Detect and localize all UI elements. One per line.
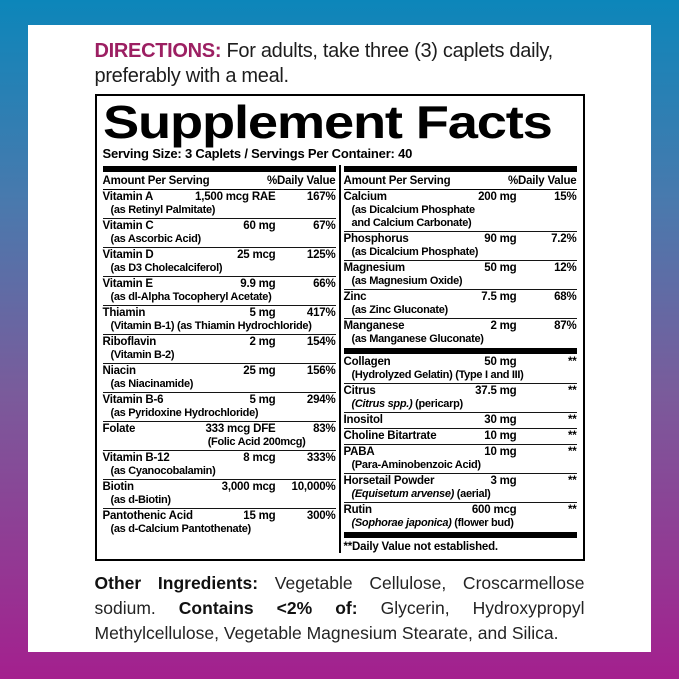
nutrient-name: Vitamin B-12 [102,452,170,464]
nutrient-latin-name: (Sophorae japonica) [351,517,452,529]
nutrient-daily-value: 66% [313,278,336,290]
nutrient-source: (as Pyridoxine Hydrochloride) [110,407,259,419]
nutrient-source: (as Dicalcium Phosphate) [351,246,479,258]
nutrient-daily-value: ** [567,475,577,487]
nutrient-main-line [344,385,577,398]
other-ingredients-label: Other Ingredients: [94,573,259,593]
column-left [103,165,336,553]
nutrient-name: Vitamin A [102,191,154,203]
nutrient-row [103,479,336,508]
amount-per-serving-header: Amount Per Serving [343,175,451,187]
nutrient-main-line [344,504,577,517]
nutrient-source: (Para-Aminobenzoic Acid) [351,459,481,471]
nutrient-main-line [103,249,336,262]
nutrient-name: Vitamin C [102,220,154,232]
nutrient-daily-value: ** [567,430,577,442]
nutrient-latin-name: (Equisetum arvense) [351,488,455,500]
nutrient-source: (as dl-Alpha Tocopheryl Acetate) [110,291,272,303]
nutrient-main-line [344,430,577,443]
nutrient-daily-value: 167% [306,191,336,203]
nutrient-name: Calcium [343,191,387,203]
nutrient-source: (as Dicalcium Phosphate [351,204,475,216]
nutrient-row [344,355,577,383]
nutrient-amount: 50 mg [484,356,517,368]
other-ingredients [95,571,585,646]
nutrient-main-line [344,291,577,304]
directions-text [95,39,585,89]
nutrient-name: Citrus [343,385,376,397]
nutrient-amount: 10 mg [484,430,517,442]
nutrient-name: PABA [343,446,375,458]
nutrient-daily-value: 68% [554,291,577,303]
nutrient-source: (as d-Calcium Pantothenate) [110,523,251,535]
nutrient-name: Thiamin [102,307,146,319]
nutrient-name: Zinc [343,291,367,303]
nutrient-name: Choline Bitartrate [343,430,437,442]
nutrient-source: and Calcium Carbonate) [351,217,472,229]
nutrient-daily-value: 10,000% [291,481,336,493]
nutrient-row [103,508,336,537]
nutrient-main-line [103,452,336,465]
nutrient-source: (Equisetum arvense) (aerial) [351,488,491,500]
nutrient-amount: 10 mg [484,446,517,458]
other-ingredients-text-2: Glycerin, Hydroxypropyl Methylcellulose, Vegetable Magnesium Stearate, and Silica. [94,598,585,643]
nutrient-row [344,473,577,502]
nutrient-row [103,190,336,218]
nutrient-daily-value: 7.2% [551,233,577,245]
nutrient-daily-value: ** [567,504,577,516]
section-divider-bar [344,348,577,354]
nutrient-row [103,247,336,276]
nutrient-main-line [103,510,336,523]
nutrient-main-line [344,233,577,246]
column-divider [339,165,341,553]
nutrient-amount: 5 mg [249,307,276,319]
nutrient-latin-name: (Citrus spp.) [351,398,413,410]
nutrient-name: Manganese [343,320,405,332]
nutrient-source: (as Retinyl Palmitate) [110,204,216,216]
nutrient-daily-value: 156% [306,365,336,377]
nutrient-source: (Citrus spp.) (pericarp) [351,398,463,410]
nutrient-row [103,363,336,392]
nutrient-row [344,428,577,444]
label-content [95,25,585,646]
nutrient-name: Vitamin D [102,249,154,261]
nutrient-name: Vitamin E [102,278,153,290]
nutrient-row [344,383,577,412]
nutrient-name: Rutin [343,504,372,516]
nutrient-source: (Vitamin B-1) (as Thiamin Hydrochloride) [110,320,312,332]
contains-label: Contains <2% of: [178,598,358,618]
nutrient-row [344,502,577,531]
column-header-left [103,173,336,190]
nutrient-daily-value: 294% [306,394,336,406]
nutrient-name: Magnesium [343,262,405,274]
nutrient-source: (as d-Biotin) [110,494,171,506]
nutrient-main-line [344,446,577,459]
nutrient-daily-value: 417% [306,307,336,319]
nutrient-source: (Vitamin B-2) [110,349,175,361]
other-ingredients-text-1: Vegetable Cellulose, Croscarmellose sodium. [94,573,585,618]
nutrient-row [344,444,577,473]
nutrient-source: (as Niacinamide) [110,378,194,390]
section-divider-bar [344,532,577,538]
nutrient-main-line [344,475,577,488]
nutrient-source: (Hydrolyzed Gelatin) (Type I and III) [351,369,524,381]
nutrient-name: Inositol [343,414,383,426]
nutrient-main-line [103,336,336,349]
nutrient-main-line [344,320,577,333]
nutrient-daily-value: 15% [554,191,577,203]
directions-body: For adults, take three (3) caplets daily, preferably with a meal. [94,40,553,87]
nutrient-amount: 333 mcg DFE [205,423,276,435]
daily-value-header: %Daily Value [266,175,336,187]
serving-size-line: Serving Size: 3 Caplets / Servings Per Container: 40 [102,146,413,161]
nutrient-row [103,305,336,334]
nutrient-row [103,334,336,363]
nutrient-row [103,450,336,479]
nutrient-amount: 3 mg [490,475,517,487]
nutrient-source: (as Manganese Gluconate) [351,333,484,345]
header-bar-right [344,166,577,172]
nutrient-daily-value: 83% [313,423,336,435]
nutrient-amount: 5 mg [249,394,276,406]
nutrient-main-line [103,220,336,233]
nutrient-daily-value: ** [567,356,577,368]
nutrient-name: Pantothenic Acid [102,510,193,522]
nutrient-row [344,190,577,231]
nutrient-source: (as Zinc Gluconate) [351,304,448,316]
nutrient-amount: 8 mcg [243,452,276,464]
nutrient-main-line [344,191,577,204]
nutrient-main-line [103,191,336,204]
nutrient-row [344,412,577,428]
nutrient-main-line [103,278,336,291]
nutrient-name: Riboflavin [102,336,157,348]
nutrient-amount: 25 mg [243,365,276,377]
nutrient-amount: 1,500 mcg RAE [195,191,276,203]
nutrient-amount: 25 mcg [237,249,276,261]
nutrient-source: (as Magnesium Oxide) [351,275,463,287]
nutrient-rows-right [344,190,577,539]
nutrient-daily-value: ** [567,446,577,458]
directions-label: DIRECTIONS: [94,40,222,62]
nutrient-daily-value: 154% [306,336,336,348]
nutrient-daily-value: 67% [313,220,336,232]
nutrient-row [344,289,577,318]
nutrient-row [103,276,336,305]
nutrient-name: Folate [102,423,136,435]
nutrient-name: Niacin [102,365,136,377]
nutrient-amount: 37.5 mg [475,385,517,397]
nutrient-daily-value: 333% [306,452,336,464]
nutrient-daily-value: ** [567,414,577,426]
nutrient-amount: 7.5 mg [481,291,517,303]
nutrient-row [344,318,577,347]
nutrient-daily-value: ** [567,385,577,397]
nutrient-name: Phosphorus [343,233,409,245]
nutrient-main-line [344,262,577,275]
nutrient-row [103,421,336,450]
nutrient-name: Horsetail Powder [343,475,435,487]
nutrient-name: Vitamin B-6 [102,394,164,406]
nutrient-row [344,260,577,289]
supplement-facts-title: Supplement Facts [102,96,552,148]
nutrient-name: Biotin [102,481,134,493]
nutrient-amount: 30 mg [484,414,517,426]
nutrient-source: (Sophorae japonica) (flower bud) [351,517,514,529]
nutrient-main-line [103,365,336,378]
nutrient-source: (Folic Acid 200mcg) [207,436,306,448]
nutrient-amount: 9.9 mg [240,278,276,290]
nutrient-main-line [103,394,336,407]
nutrient-row [103,218,336,247]
nutrient-amount: 90 mg [484,233,517,245]
label-panel [28,25,651,652]
nutrient-amount: 60 mg [243,220,276,232]
nutrient-amount: 600 mcg [471,504,517,516]
nutrient-main-line [344,414,577,427]
header-bar-left [103,166,336,172]
nutrient-main-line [103,481,336,494]
facts-columns [103,165,577,553]
nutrient-amount: 15 mg [243,510,276,522]
nutrient-main-line [103,307,336,320]
nutrient-amount: 200 mg [478,191,517,203]
nutrient-daily-value: 125% [306,249,336,261]
daily-value-header: %Daily Value [507,175,577,187]
nutrient-amount: 50 mg [484,262,517,274]
amount-per-serving-header: Amount Per Serving [102,175,210,187]
nutrient-row [344,231,577,260]
nutrient-rows-left [103,190,336,537]
nutrient-source: (as Cyanocobalamin) [110,465,216,477]
nutrient-amount: 2 mg [249,336,276,348]
daily-value-footnote: **Daily Value not established. [343,541,498,553]
column-header-right [344,173,577,190]
nutrient-source: (as Ascorbic Acid) [110,233,201,245]
nutrient-row [103,392,336,421]
nutrient-daily-value: 12% [554,262,577,274]
supplement-facts-panel [95,94,585,561]
nutrient-main-line [103,423,336,436]
nutrient-amount: 2 mg [490,320,517,332]
nutrient-daily-value: 87% [554,320,577,332]
nutrient-main-line [344,356,577,369]
nutrient-amount: 3,000 mcg [221,481,276,493]
column-right [344,165,577,553]
nutrient-name: Collagen [343,356,391,368]
nutrient-daily-value: 300% [306,510,336,522]
nutrient-source: (as D3 Cholecalciferol) [110,262,223,274]
